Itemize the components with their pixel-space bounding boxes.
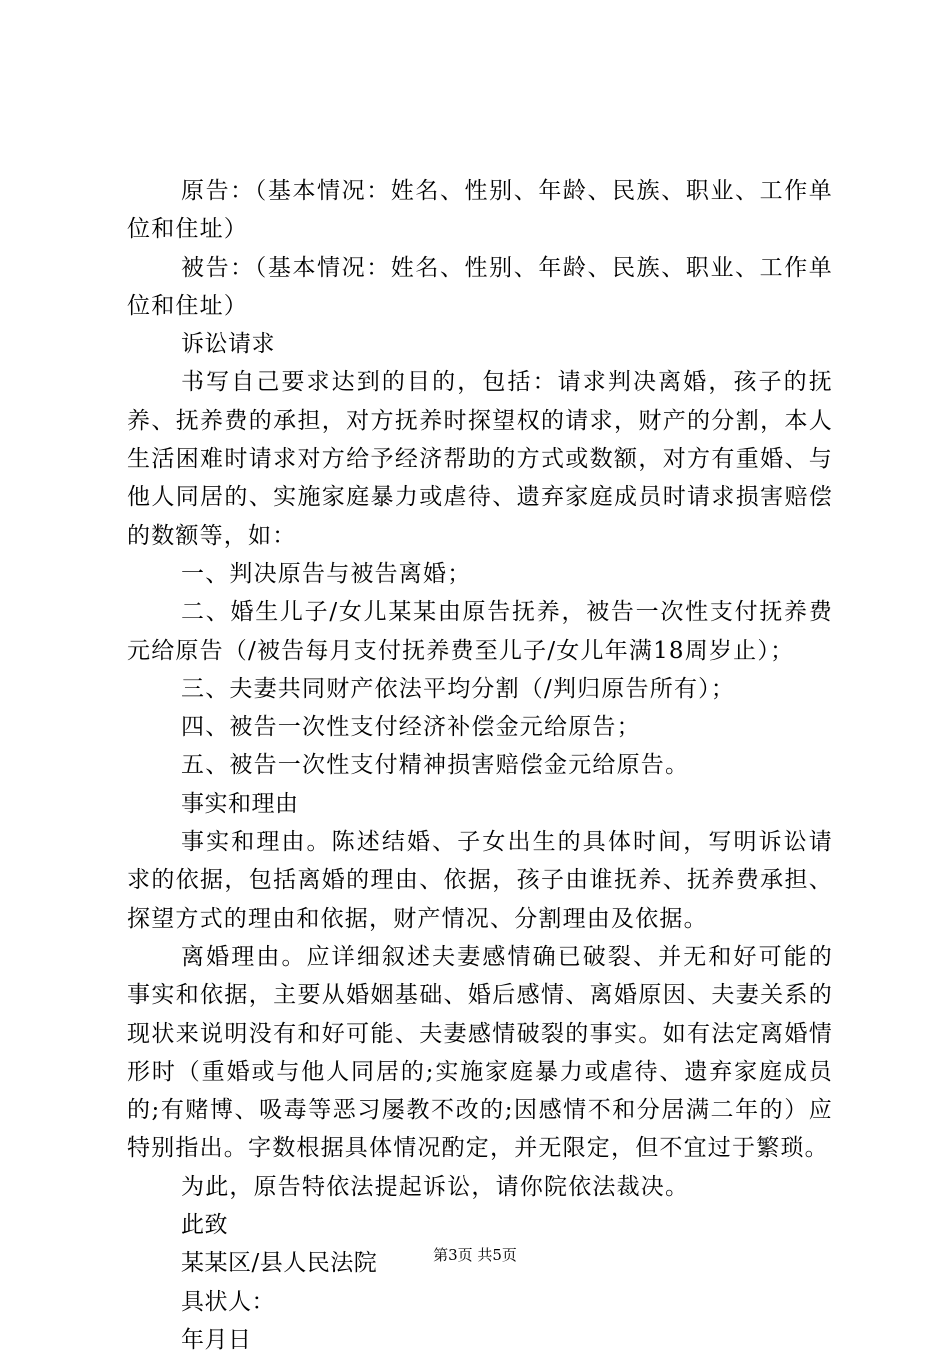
plaintiff-paragraph: 原告：（基本情况：姓名、性别、年龄、民族、职业、工作单位和住址） (127, 178, 833, 243)
claim-item-3: 三、夫妻共同财产依法平均分割（/判归原告所有）； (181, 675, 736, 702)
salutation: 此致 (181, 1212, 228, 1239)
defendant-paragraph: 被告：（基本情况：姓名、性别、年龄、民族、职业、工作单位和住址） (127, 254, 833, 319)
claim-item-4: 四、被告一次性支付经济补偿金元给原告； (181, 714, 641, 741)
facts-reasons-paragraph: 事实和理由。陈述结婚、子女出生的具体时间，写明诉讼请求的依据，包括离婚的理由、依据，孩子由谁抚养、抚养费承担、探望方式的理由和依据，财产情况、分割理由及依据。 (127, 829, 833, 932)
conclusion-paragraph: 为此，原告特依法提起诉讼，请你院依法裁决。 (181, 1173, 690, 1200)
court-name: 某某区/县人民法院 (181, 1250, 378, 1277)
claims-heading: 诉讼请求 (181, 331, 275, 358)
page-number-footer: 第3页 共5页 (433, 1246, 517, 1264)
date-label: 年月日 (181, 1326, 252, 1353)
claim-item-2: 二、婚生儿子/女儿某某由原告抚养，被告一次性支付抚养费元给原告（/被告每月支付抚养费至儿子/女儿年满18周岁止）； (127, 599, 833, 664)
claim-item-1: 一、判决原告与被告离婚； (181, 560, 472, 587)
document-body (127, 172, 833, 1359)
facts-reasons-heading: 事实和理由 (181, 790, 299, 817)
divorce-reasons-paragraph: 离婚理由。应详细叙述夫妻感情确已破裂、并无和好可能的事实和依据，主要从婚姻基础、婚后感情、离婚原因、夫妻关系的现状来说明没有和好可能、夫妻感情破裂的事实。如有法定离婚情形时（重婚或与他人同居的;实施家庭暴力或虐待、遗弃家庭成员的;有赌博、吸毒等恶习屡教不改的;因感情不和分居满二年的）应特别指出。字数根据具体情况酌定，并无限定，但不宜过于繁琐。 (127, 943, 833, 1162)
claim-item-5: 五、被告一次性支付精神损害赔偿金元给原告。 (181, 752, 690, 779)
claims-description-paragraph: 书写自己要求达到的目的，包括：请求判决离婚，孩子的抚养、抚养费的承担，对方抚养时探望权的请求，财产的分割，本人生活困难时请求对方给予经济帮助的方式或数额，对方有重婚、与他人同居的、实施家庭暴力或虐待、遗弃家庭成员时请求损害赔偿的数额等，如： (127, 369, 833, 549)
signer-label: 具状人： (181, 1288, 275, 1315)
